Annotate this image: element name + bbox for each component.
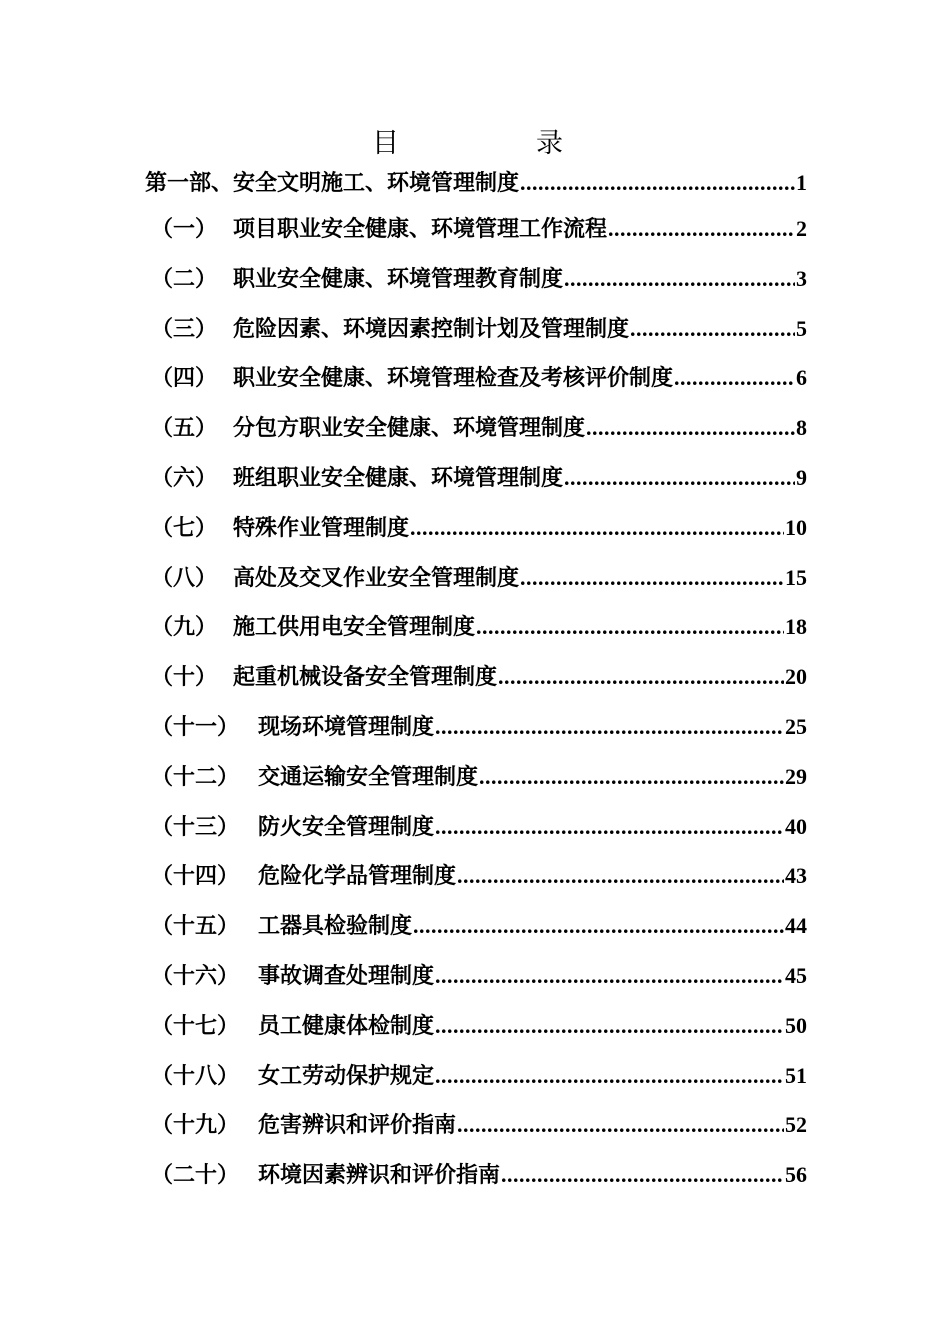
toc-entry[interactable] — [145, 209, 807, 259]
toc-leader-dots — [564, 458, 795, 498]
toc-entry-title: 项目职业安全健康、环境管理工作流程 — [233, 217, 608, 242]
toc-entry-title: 起重机械设备安全管理制度 — [233, 665, 498, 691]
toc-page-number: 8 — [796, 415, 807, 441]
toc-entry-title: 防火安全管理制度 — [258, 814, 435, 840]
toc-entry[interactable] — [145, 259, 807, 309]
toc-leader-dots — [608, 209, 795, 249]
page-title: 目 录 — [372, 128, 618, 159]
toc-entry[interactable] — [145, 358, 807, 408]
toc-entry-number: （十四） — [151, 864, 240, 890]
toc-entry[interactable] — [145, 956, 807, 1006]
toc-leader-dots — [435, 807, 784, 847]
toc-entry-title: 现场环境管理制度 — [258, 714, 435, 740]
toc-page-number: 15 — [785, 564, 807, 590]
toc-entry-number: （六） — [151, 465, 218, 491]
toc-entry[interactable] — [145, 309, 807, 359]
toc-leader-dots — [410, 508, 784, 548]
toc-page-number: 40 — [785, 813, 807, 839]
toc-entry-number: （十二） — [151, 764, 240, 790]
toc-entry-number: （二） — [151, 266, 218, 292]
toc-page-number: 5 — [796, 315, 807, 341]
toc-entry-title: 职业安全健康、环境管理检查及考核评价制度 — [233, 366, 674, 392]
toc-leader-dots — [476, 607, 784, 647]
toc-entry[interactable] — [145, 558, 807, 608]
toc-leader-dots — [435, 1006, 784, 1046]
toc-leader-dots — [413, 906, 784, 946]
toc-entry[interactable] — [145, 1056, 807, 1106]
toc-page-number: 9 — [796, 464, 807, 490]
toc-entry-number: （十六） — [151, 963, 240, 989]
toc-page-number: 18 — [785, 614, 807, 640]
toc-entry-number: （五） — [151, 416, 218, 442]
toc-entry-title: 危险化学品管理制度 — [258, 864, 457, 890]
toc-page-number: 43 — [785, 863, 807, 889]
toc-entry-title: 交通运输安全管理制度 — [258, 764, 479, 790]
toc-page-number: 20 — [785, 664, 807, 690]
toc-entry-title: 事故调查处理制度 — [258, 963, 435, 989]
toc-entry-title: 环境因素辨识和评价指南 — [258, 1163, 501, 1189]
toc-entry-title: 员工健康体检制度 — [258, 1013, 435, 1039]
toc-page-number: 1 — [796, 170, 807, 195]
toc-entry[interactable] — [145, 657, 807, 707]
toc-page-number: 52 — [785, 1112, 807, 1138]
toc-entry-number: （一） — [151, 217, 218, 242]
toc-entry-number: （十三） — [151, 814, 240, 840]
toc-entry-title: 第一部、安全文明施工、环境管理制度 — [145, 171, 520, 196]
toc-leader-dots — [630, 309, 795, 349]
toc-entry[interactable] — [145, 1105, 807, 1155]
toc-entry-number: （二十） — [151, 1163, 240, 1189]
toc-entry-title: 施工供用电安全管理制度 — [233, 615, 476, 641]
table-of-contents — [145, 163, 807, 1205]
toc-page-number: 56 — [785, 1162, 807, 1188]
toc-entry-number: （九） — [151, 615, 218, 641]
toc-page-number: 50 — [785, 1012, 807, 1038]
toc-page-number: 29 — [785, 763, 807, 789]
toc-leader-dots — [674, 358, 795, 398]
toc-page-number: 10 — [785, 514, 807, 540]
toc-entry-number: （十） — [151, 665, 218, 691]
toc-leader-dots — [457, 856, 784, 896]
toc-entry[interactable] — [145, 1155, 807, 1205]
toc-leader-dots — [586, 408, 795, 448]
toc-entry[interactable] — [145, 458, 807, 508]
toc-entry-title: 高处及交叉作业安全管理制度 — [233, 565, 520, 591]
toc-entry-title: 班组职业安全健康、环境管理制度 — [233, 465, 564, 491]
toc-entry-number: （十八） — [151, 1063, 240, 1089]
toc-leader-dots — [457, 1105, 784, 1145]
toc-page-number: 25 — [785, 713, 807, 739]
toc-entry-title: 分包方职业安全健康、环境管理制度 — [233, 416, 586, 442]
toc-leader-dots — [564, 259, 795, 299]
toc-entry-number: （十一） — [151, 714, 240, 740]
toc-page-number: 2 — [796, 216, 807, 241]
toc-leader-dots — [479, 757, 784, 797]
toc-entry-number: （三） — [151, 316, 218, 342]
toc-entry-number: （八） — [151, 565, 218, 591]
toc-entry-title: 危害辨识和评价指南 — [258, 1113, 457, 1139]
toc-entry-number: （十七） — [151, 1013, 240, 1039]
toc-leader-dots — [435, 956, 784, 996]
toc-entry-title: 女工劳动保护规定 — [258, 1063, 435, 1089]
toc-entry[interactable] — [145, 757, 807, 807]
toc-page-number: 3 — [796, 265, 807, 291]
toc-entry[interactable] — [145, 906, 807, 956]
toc-entry-number: （七） — [151, 515, 218, 541]
toc-entry[interactable] — [145, 163, 807, 209]
toc-entry[interactable] — [145, 807, 807, 857]
toc-entry[interactable] — [145, 408, 807, 458]
toc-entry[interactable] — [145, 1006, 807, 1056]
toc-page-number: 45 — [785, 962, 807, 988]
toc-entry[interactable] — [145, 856, 807, 906]
toc-leader-dots — [501, 1155, 784, 1195]
toc-entry-title: 职业安全健康、环境管理教育制度 — [233, 266, 564, 292]
toc-page-number: 6 — [796, 365, 807, 391]
toc-entry-number: （十五） — [151, 914, 240, 940]
toc-page-number: 44 — [785, 913, 807, 939]
toc-leader-dots — [520, 558, 784, 598]
toc-leader-dots — [520, 163, 795, 203]
toc-entry-title: 工器具检验制度 — [258, 914, 413, 940]
toc-leader-dots — [498, 657, 784, 697]
toc-leader-dots — [435, 707, 784, 747]
toc-leader-dots — [435, 1056, 784, 1096]
toc-entry-number: （四） — [151, 366, 218, 392]
toc-entry-title: 危险因素、环境因素控制计划及管理制度 — [233, 316, 630, 342]
toc-entry-number: （十九） — [151, 1113, 240, 1139]
toc-entry[interactable] — [145, 707, 807, 757]
toc-entry[interactable] — [145, 607, 807, 657]
toc-entry-title: 特殊作业管理制度 — [233, 515, 410, 541]
toc-page-number: 51 — [785, 1062, 807, 1088]
toc-entry[interactable] — [145, 508, 807, 558]
